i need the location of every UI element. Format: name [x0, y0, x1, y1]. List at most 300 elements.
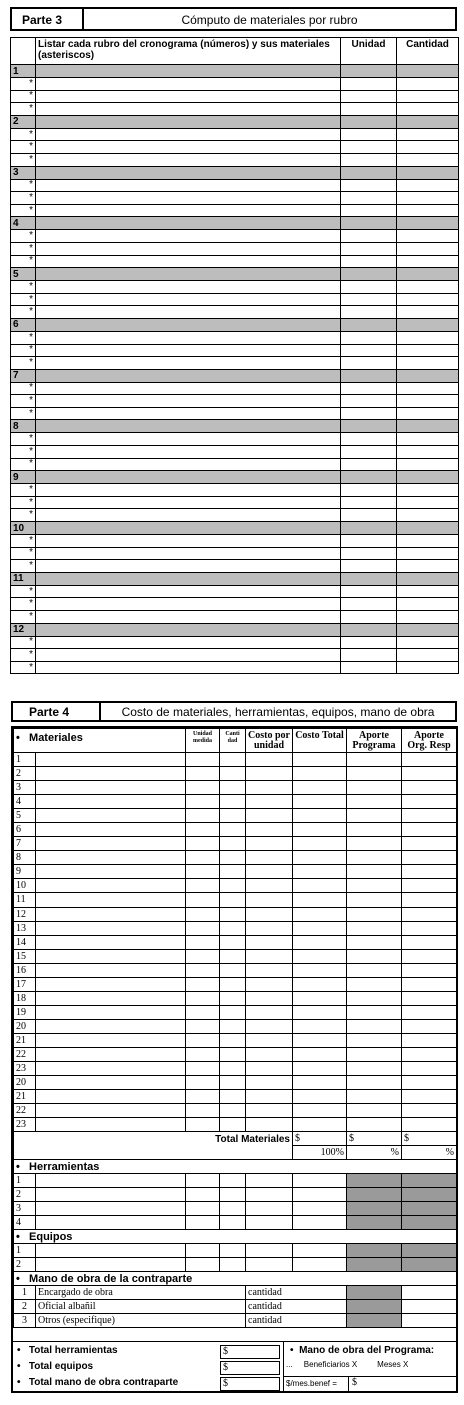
material-qty-cell[interactable] — [397, 281, 459, 294]
entry-cell[interactable] — [246, 795, 293, 809]
equip-total-field[interactable]: $ — [220, 1361, 280, 1375]
material-unit-cell[interactable] — [341, 344, 397, 357]
material-unit-cell[interactable] — [341, 331, 397, 344]
entry-cell[interactable] — [246, 1202, 293, 1216]
entry-cell[interactable] — [186, 851, 220, 865]
entry-cell[interactable] — [347, 921, 402, 935]
material-unit-cell[interactable] — [341, 357, 397, 370]
rubro-name-cell[interactable] — [36, 318, 341, 331]
entry-cell[interactable] — [36, 753, 186, 767]
material-qty-cell[interactable] — [397, 344, 459, 357]
rubro-qty-cell[interactable] — [397, 268, 459, 281]
material-qty-cell[interactable] — [397, 446, 459, 459]
entry-cell[interactable] — [347, 907, 402, 921]
entry-cell[interactable] — [220, 1104, 246, 1118]
entry-cell[interactable] — [36, 1216, 186, 1230]
material-qty-cell[interactable] — [397, 306, 459, 319]
material-name-cell[interactable] — [36, 78, 341, 91]
entry-cell[interactable] — [220, 1216, 246, 1230]
material-qty-cell[interactable] — [397, 293, 459, 306]
material-qty-cell[interactable] — [397, 547, 459, 560]
entry-cell[interactable] — [293, 1118, 347, 1132]
entry-cell[interactable] — [246, 1174, 293, 1188]
material-qty-cell[interactable] — [397, 433, 459, 446]
material-qty-cell[interactable] — [397, 204, 459, 217]
entry-cell[interactable] — [220, 991, 246, 1005]
rubro-name-cell[interactable] — [36, 572, 341, 585]
labor-total-field[interactable]: $ — [220, 1377, 280, 1391]
rubro-name-cell[interactable] — [36, 623, 341, 636]
entry-cell[interactable] — [186, 879, 220, 893]
entry-cell[interactable] — [186, 893, 220, 907]
entry-cell[interactable] — [220, 1174, 246, 1188]
rubro-qty-cell[interactable] — [397, 65, 459, 78]
material-qty-cell[interactable] — [397, 585, 459, 598]
material-unit-cell[interactable] — [341, 242, 397, 255]
entry-cell[interactable] — [246, 921, 293, 935]
entry-cell[interactable] — [186, 1118, 220, 1132]
pct-org-field[interactable]: % — [402, 1146, 457, 1160]
entry-cell[interactable] — [186, 1244, 220, 1258]
entry-cell[interactable] — [246, 935, 293, 949]
material-unit-cell[interactable] — [341, 153, 397, 166]
entry-cell[interactable] — [186, 907, 220, 921]
entry-cell[interactable] — [220, 879, 246, 893]
material-qty-cell[interactable] — [397, 230, 459, 243]
entry-cell[interactable] — [220, 1188, 246, 1202]
rubro-name-cell[interactable] — [36, 522, 341, 535]
entry-cell[interactable] — [246, 1062, 293, 1076]
material-name-cell[interactable] — [36, 649, 341, 662]
entry-cell[interactable] — [246, 1019, 293, 1033]
material-unit-cell[interactable] — [341, 90, 397, 103]
entry-cell[interactable] — [347, 977, 402, 991]
material-unit-cell[interactable] — [341, 103, 397, 116]
entry-cell[interactable] — [186, 1090, 220, 1104]
material-unit-cell[interactable] — [341, 661, 397, 674]
entry-cell[interactable] — [220, 753, 246, 767]
entry-cell[interactable] — [402, 963, 457, 977]
entry-cell[interactable] — [246, 949, 293, 963]
material-name-cell[interactable] — [36, 204, 341, 217]
entry-cell[interactable] — [186, 1062, 220, 1076]
entry-cell[interactable] — [347, 1118, 402, 1132]
material-qty-cell[interactable] — [397, 535, 459, 548]
material-unit-cell[interactable] — [341, 255, 397, 268]
entry-cell[interactable] — [246, 753, 293, 767]
entry-cell[interactable] — [36, 1005, 186, 1019]
entry-cell[interactable] — [402, 1005, 457, 1019]
material-name-cell[interactable] — [36, 192, 341, 205]
entry-cell[interactable] — [293, 1062, 347, 1076]
entry-cell[interactable] — [293, 1174, 347, 1188]
entry-cell[interactable] — [246, 781, 293, 795]
material-unit-cell[interactable] — [341, 649, 397, 662]
material-name-cell[interactable] — [36, 496, 341, 509]
entry-cell[interactable] — [246, 1033, 293, 1047]
entry-cell[interactable] — [36, 921, 186, 935]
rubro-unit-cell[interactable] — [341, 471, 397, 484]
entry-cell[interactable] — [402, 1047, 457, 1061]
material-unit-cell[interactable] — [341, 128, 397, 141]
material-unit-cell[interactable] — [341, 611, 397, 624]
material-qty-cell[interactable] — [397, 484, 459, 497]
total-aporte-programa-field[interactable]: $ — [347, 1132, 402, 1146]
material-qty-cell[interactable] — [397, 382, 459, 395]
entry-cell[interactable] — [347, 879, 402, 893]
entry-cell[interactable] — [36, 1104, 186, 1118]
material-name-cell[interactable] — [36, 141, 341, 154]
material-unit-cell[interactable] — [341, 306, 397, 319]
entry-cell[interactable] — [246, 1076, 293, 1090]
entry-cell[interactable] — [220, 851, 246, 865]
material-name-cell[interactable] — [36, 585, 341, 598]
material-qty-cell[interactable] — [397, 90, 459, 103]
rubro-name-cell[interactable] — [36, 420, 341, 433]
rubro-unit-cell[interactable] — [341, 522, 397, 535]
rubro-qty-cell[interactable] — [397, 115, 459, 128]
material-unit-cell[interactable] — [341, 141, 397, 154]
entry-cell[interactable] — [186, 1258, 220, 1272]
material-name-cell[interactable] — [36, 90, 341, 103]
material-name-cell[interactable] — [36, 344, 341, 357]
entry-cell[interactable] — [293, 1188, 347, 1202]
material-unit-cell[interactable] — [341, 395, 397, 408]
material-qty-cell[interactable] — [397, 407, 459, 420]
material-name-cell[interactable] — [36, 535, 341, 548]
entry-cell[interactable] — [220, 1258, 246, 1272]
entry-cell[interactable] — [220, 1062, 246, 1076]
entry-cell[interactable] — [186, 753, 220, 767]
rubro-unit-cell[interactable] — [341, 115, 397, 128]
material-unit-cell[interactable] — [341, 433, 397, 446]
entry-cell[interactable] — [36, 851, 186, 865]
entry-cell[interactable] — [220, 1202, 246, 1216]
entry-cell[interactable] — [293, 1090, 347, 1104]
material-unit-cell[interactable] — [341, 78, 397, 91]
entry-cell[interactable] — [36, 1090, 186, 1104]
material-name-cell[interactable] — [36, 611, 341, 624]
per-benef-field[interactable]: $ — [348, 1377, 457, 1392]
entry-cell[interactable] — [36, 1188, 186, 1202]
entry-cell[interactable] — [246, 977, 293, 991]
material-qty-cell[interactable] — [397, 242, 459, 255]
entry-cell[interactable] — [293, 1104, 347, 1118]
material-name-cell[interactable] — [36, 661, 341, 674]
entry-cell[interactable] — [246, 1104, 293, 1118]
entry-cell[interactable] — [402, 753, 457, 767]
rubro-unit-cell[interactable] — [341, 420, 397, 433]
entry-cell[interactable] — [36, 781, 186, 795]
entry-cell[interactable] — [347, 963, 402, 977]
entry-cell[interactable] — [293, 893, 347, 907]
entry-cell[interactable] — [347, 851, 402, 865]
entry-cell[interactable] — [293, 809, 347, 823]
entry-cell[interactable] — [402, 879, 457, 893]
rubro-qty-cell[interactable] — [397, 166, 459, 179]
entry-cell[interactable] — [220, 1005, 246, 1019]
material-qty-cell[interactable] — [397, 357, 459, 370]
material-qty-cell[interactable] — [397, 560, 459, 573]
entry-cell[interactable] — [36, 907, 186, 921]
entry-cell[interactable] — [293, 879, 347, 893]
entry-cell[interactable] — [347, 809, 402, 823]
pct-programa-field[interactable]: % — [347, 1146, 402, 1160]
material-name-cell[interactable] — [36, 331, 341, 344]
material-qty-cell[interactable] — [397, 496, 459, 509]
entry-cell[interactable] — [220, 1090, 246, 1104]
rubro-unit-cell[interactable] — [341, 217, 397, 230]
entry-cell[interactable] — [246, 851, 293, 865]
entry-cell[interactable] — [220, 865, 246, 879]
entry-cell[interactable] — [347, 823, 402, 837]
entry-cell[interactable] — [220, 907, 246, 921]
entry-cell[interactable] — [402, 809, 457, 823]
rubro-name-cell[interactable] — [36, 65, 341, 78]
entry-cell[interactable] — [402, 1286, 457, 1300]
material-unit-cell[interactable] — [341, 192, 397, 205]
rubro-qty-cell[interactable] — [397, 572, 459, 585]
entry-cell[interactable] — [36, 1244, 186, 1258]
rubro-qty-cell[interactable] — [397, 420, 459, 433]
material-qty-cell[interactable] — [397, 661, 459, 674]
entry-cell[interactable] — [402, 991, 457, 1005]
entry-cell[interactable] — [347, 1076, 402, 1090]
material-unit-cell[interactable] — [341, 496, 397, 509]
entry-cell[interactable] — [220, 837, 246, 851]
material-name-cell[interactable] — [36, 306, 341, 319]
entry-cell[interactable] — [36, 1174, 186, 1188]
rubro-name-cell[interactable] — [36, 166, 341, 179]
material-unit-cell[interactable] — [341, 585, 397, 598]
material-unit-cell[interactable] — [341, 484, 397, 497]
entry-cell[interactable] — [186, 781, 220, 795]
entry-cell[interactable] — [186, 809, 220, 823]
entry-cell[interactable] — [186, 795, 220, 809]
entry-cell[interactable] — [293, 907, 347, 921]
entry-cell[interactable] — [402, 893, 457, 907]
material-qty-cell[interactable] — [397, 458, 459, 471]
rubro-qty-cell[interactable] — [397, 369, 459, 382]
entry-cell[interactable] — [246, 1216, 293, 1230]
material-qty-cell[interactable] — [397, 395, 459, 408]
entry-cell[interactable] — [36, 949, 186, 963]
material-name-cell[interactable] — [36, 560, 341, 573]
rubro-unit-cell[interactable] — [341, 623, 397, 636]
entry-cell[interactable] — [36, 991, 186, 1005]
entry-cell[interactable] — [402, 781, 457, 795]
material-unit-cell[interactable] — [341, 204, 397, 217]
entry-cell[interactable] — [347, 753, 402, 767]
entry-cell[interactable] — [293, 977, 347, 991]
entry-cell[interactable] — [293, 865, 347, 879]
entry-cell[interactable] — [347, 837, 402, 851]
entry-cell[interactable] — [220, 893, 246, 907]
entry-cell[interactable] — [293, 991, 347, 1005]
rubro-name-cell[interactable] — [36, 115, 341, 128]
entry-cell[interactable] — [347, 865, 402, 879]
entry-cell[interactable] — [36, 963, 186, 977]
entry-cell[interactable] — [186, 1188, 220, 1202]
entry-cell[interactable] — [186, 935, 220, 949]
entry-cell[interactable] — [186, 823, 220, 837]
material-name-cell[interactable] — [36, 293, 341, 306]
rubro-name-cell[interactable] — [36, 369, 341, 382]
material-unit-cell[interactable] — [341, 382, 397, 395]
entry-cell[interactable] — [402, 1104, 457, 1118]
entry-cell[interactable] — [402, 1300, 457, 1314]
material-name-cell[interactable] — [36, 230, 341, 243]
entry-cell[interactable] — [347, 1033, 402, 1047]
entry-cell[interactable] — [246, 837, 293, 851]
entry-cell[interactable] — [220, 781, 246, 795]
entry-cell[interactable] — [36, 1033, 186, 1047]
material-qty-cell[interactable] — [397, 141, 459, 154]
material-name-cell[interactable] — [36, 598, 341, 611]
entry-cell[interactable] — [246, 893, 293, 907]
entry-cell[interactable] — [246, 823, 293, 837]
entry-cell[interactable] — [186, 921, 220, 935]
entry-cell[interactable] — [293, 1076, 347, 1090]
entry-cell[interactable] — [220, 1019, 246, 1033]
material-name-cell[interactable] — [36, 179, 341, 192]
entry-cell[interactable] — [347, 795, 402, 809]
entry-cell[interactable] — [186, 1047, 220, 1061]
entry-cell[interactable] — [36, 823, 186, 837]
entry-cell[interactable] — [293, 1005, 347, 1019]
entry-cell[interactable] — [402, 949, 457, 963]
rubro-qty-cell[interactable] — [397, 217, 459, 230]
rubro-unit-cell[interactable] — [341, 318, 397, 331]
material-name-cell[interactable] — [36, 407, 341, 420]
entry-cell[interactable] — [402, 935, 457, 949]
entry-cell[interactable] — [220, 795, 246, 809]
entry-cell[interactable] — [402, 795, 457, 809]
entry-cell[interactable] — [220, 935, 246, 949]
entry-cell[interactable] — [246, 1090, 293, 1104]
entry-cell[interactable] — [246, 1244, 293, 1258]
entry-cell[interactable] — [402, 823, 457, 837]
material-name-cell[interactable] — [36, 547, 341, 560]
labor-qty-label[interactable]: cantidad — [246, 1314, 347, 1328]
material-unit-cell[interactable] — [341, 636, 397, 649]
entry-cell[interactable] — [347, 991, 402, 1005]
entry-cell[interactable] — [293, 795, 347, 809]
entry-cell[interactable] — [36, 767, 186, 781]
material-qty-cell[interactable] — [397, 179, 459, 192]
entry-cell[interactable] — [186, 1174, 220, 1188]
entry-cell[interactable] — [220, 921, 246, 935]
labor-qty-label[interactable]: cantidad — [246, 1286, 347, 1300]
entry-cell[interactable] — [36, 1118, 186, 1132]
entry-cell[interactable] — [220, 949, 246, 963]
entry-cell[interactable] — [347, 767, 402, 781]
entry-cell[interactable] — [186, 837, 220, 851]
entry-cell[interactable] — [186, 1202, 220, 1216]
entry-cell[interactable] — [186, 1033, 220, 1047]
entry-cell[interactable] — [347, 1047, 402, 1061]
material-unit-cell[interactable] — [341, 281, 397, 294]
entry-cell[interactable] — [347, 1062, 402, 1076]
material-qty-cell[interactable] — [397, 103, 459, 116]
entry-cell[interactable] — [186, 1019, 220, 1033]
entry-cell[interactable] — [36, 879, 186, 893]
entry-cell[interactable] — [246, 1258, 293, 1272]
entry-cell[interactable] — [293, 781, 347, 795]
entry-cell[interactable] — [347, 1005, 402, 1019]
entry-cell[interactable] — [246, 1188, 293, 1202]
entry-cell[interactable] — [347, 949, 402, 963]
entry-cell[interactable] — [402, 1019, 457, 1033]
entry-cell[interactable] — [402, 837, 457, 851]
entry-cell[interactable] — [186, 1076, 220, 1090]
entry-cell[interactable] — [220, 823, 246, 837]
material-name-cell[interactable] — [36, 128, 341, 141]
entry-cell[interactable] — [246, 907, 293, 921]
entry-cell[interactable] — [402, 1033, 457, 1047]
material-name-cell[interactable] — [36, 153, 341, 166]
material-unit-cell[interactable] — [341, 458, 397, 471]
rubro-qty-cell[interactable] — [397, 522, 459, 535]
entry-cell[interactable] — [402, 767, 457, 781]
rubro-unit-cell[interactable] — [341, 65, 397, 78]
entry-cell[interactable] — [186, 1104, 220, 1118]
entry-cell[interactable] — [293, 1019, 347, 1033]
entry-cell[interactable] — [220, 977, 246, 991]
material-qty-cell[interactable] — [397, 255, 459, 268]
rubro-name-cell[interactable] — [36, 217, 341, 230]
entry-cell[interactable] — [186, 949, 220, 963]
entry-cell[interactable] — [402, 1062, 457, 1076]
material-name-cell[interactable] — [36, 458, 341, 471]
entry-cell[interactable] — [246, 1047, 293, 1061]
entry-cell[interactable] — [402, 865, 457, 879]
entry-cell[interactable] — [293, 1244, 347, 1258]
entry-cell[interactable] — [246, 879, 293, 893]
entry-cell[interactable] — [220, 1033, 246, 1047]
entry-cell[interactable] — [36, 1258, 186, 1272]
entry-cell[interactable] — [36, 1202, 186, 1216]
rubro-qty-cell[interactable] — [397, 471, 459, 484]
entry-cell[interactable] — [220, 1244, 246, 1258]
material-qty-cell[interactable] — [397, 192, 459, 205]
rubro-unit-cell[interactable] — [341, 268, 397, 281]
entry-cell[interactable] — [36, 1076, 186, 1090]
entry-cell[interactable] — [293, 753, 347, 767]
entry-cell[interactable] — [293, 767, 347, 781]
entry-cell[interactable] — [36, 1062, 186, 1076]
material-unit-cell[interactable] — [341, 598, 397, 611]
material-qty-cell[interactable] — [397, 598, 459, 611]
entry-cell[interactable] — [246, 1005, 293, 1019]
total-aporte-org-field[interactable]: $ — [402, 1132, 457, 1146]
material-unit-cell[interactable] — [341, 535, 397, 548]
material-unit-cell[interactable] — [341, 446, 397, 459]
entry-cell[interactable] — [246, 963, 293, 977]
entry-cell[interactable] — [186, 1216, 220, 1230]
entry-cell[interactable] — [36, 837, 186, 851]
entry-cell[interactable] — [246, 865, 293, 879]
entry-cell[interactable] — [186, 977, 220, 991]
rubro-unit-cell[interactable] — [341, 166, 397, 179]
entry-cell[interactable] — [402, 1314, 457, 1328]
rubro-qty-cell[interactable] — [397, 623, 459, 636]
entry-cell[interactable] — [293, 949, 347, 963]
entry-cell[interactable] — [246, 809, 293, 823]
entry-cell[interactable] — [36, 935, 186, 949]
entry-cell[interactable] — [220, 1118, 246, 1132]
entry-cell[interactable] — [186, 991, 220, 1005]
